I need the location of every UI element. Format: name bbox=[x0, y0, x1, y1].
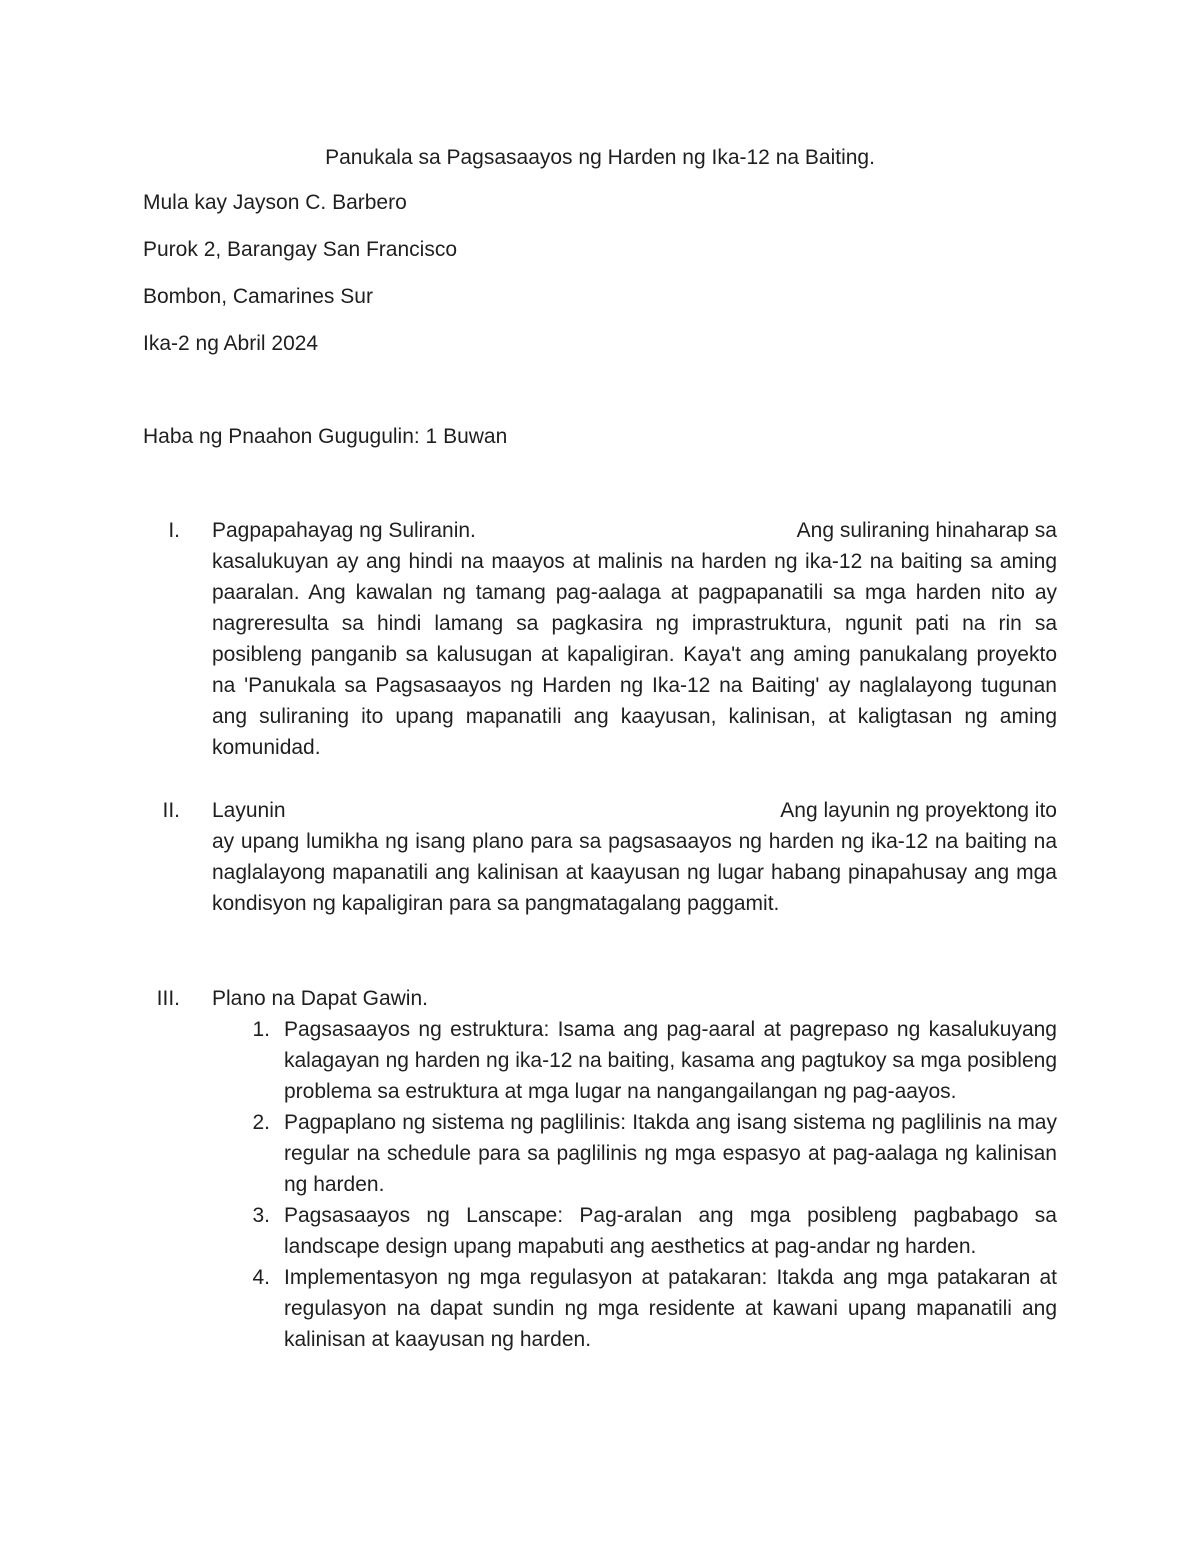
duration-line: Haba ng Pnaahon Gugugulin: 1 Buwan bbox=[143, 425, 508, 448]
section-heading: Pagpapahayag ng Suliranin. bbox=[212, 519, 476, 542]
section-heading: Layunin bbox=[212, 799, 286, 822]
list-item-number: 1. bbox=[252, 1018, 270, 1041]
plan-list bbox=[212, 1014, 1057, 1355]
list-item bbox=[212, 1262, 1057, 1355]
list-item-text: Pagsasaayos ng estruktura: Isama ang pag-aaral at pagrepaso ng kasalukuyang kalagayan ng harden ng ika-12 na baiting, kasama ang pagtukoy sa mga posibleng problema sa estruktura at mga lugar na nangangailangan ng pag-aayos. bbox=[284, 1018, 1057, 1103]
section-paragraph: kasalukuyan ay ang hindi na maayos at malinis na harden ng ika-12 na baiting sa aming paaralan. Ang kawalan ng tamang pag-aalaga at pagpapanatili sa mga harden nito ay nagreresulta sa hindi lamang sa pagkasira ng imprastruktura, ngunit pati na rin sa posibleng panganib sa kalusugan at kapaligiran. Kaya't ang aming panukalang proyekto na 'Panukala sa Pagsasaayos ng Harden ng Ika-12 na Baiting' ay naglalayong tugunan ang suliraning ito upang mapanatili ang kaayusan, kalinisan, at kaligtasan ng aming komunidad. bbox=[212, 550, 1057, 759]
address-line-2: Bombon, Camarines Sur bbox=[143, 285, 373, 308]
section-number: I. bbox=[168, 519, 180, 542]
section-heading: Plano na Dapat Gawin. bbox=[212, 987, 428, 1010]
date-line: Ika-2 ng Abril 2024 bbox=[143, 332, 319, 355]
list-item-text: Implementasyon ng mga regulasyon at patakaran: Itakda ang mga patakaran at regulasyon na dapat sundin ng mga residente at kawani upang mapanatili ang kalinisan at kaayusan ng harden. bbox=[284, 1266, 1057, 1351]
list-item bbox=[212, 1200, 1057, 1262]
section-first-line bbox=[212, 795, 1057, 826]
section-body bbox=[212, 795, 1057, 919]
section-first-line bbox=[212, 515, 1057, 546]
section-lead: Ang layunin ng proyektong ito bbox=[780, 799, 1057, 822]
document-title: Panukala sa Pagsasaayos ng Harden ng Ika-12 na Baiting. bbox=[325, 146, 875, 169]
address-line-1: Purok 2, Barangay San Francisco bbox=[143, 238, 457, 261]
list-item-number: 2. bbox=[252, 1111, 270, 1134]
sender-line: Mula kay Jayson C. Barbero bbox=[143, 191, 407, 214]
list-item-number: 3. bbox=[252, 1204, 270, 1227]
list-item-text: Pagsasaayos ng Lanscape: Pag-aralan ang mga posibleng pagbabago sa landscape design upang mapabuti ang aesthetics at pag-andar ng harden. bbox=[284, 1204, 1057, 1258]
section-number: II. bbox=[162, 799, 180, 822]
list-item bbox=[212, 1107, 1057, 1200]
section-body bbox=[212, 983, 1057, 1355]
list-item-number: 4. bbox=[252, 1266, 270, 1289]
section-lead: Ang suliraning hinaharap sa bbox=[796, 519, 1057, 542]
list-item bbox=[212, 1014, 1057, 1107]
section-body bbox=[212, 515, 1057, 763]
section-number: III. bbox=[156, 987, 180, 1010]
list-item-text: Pagpaplano ng sistema ng paglilinis: Itakda ang isang sistema ng paglilinis na may regular na schedule para sa paglilinis ng mga espasyo at pag-aalaga ng kalinisan ng harden. bbox=[284, 1111, 1057, 1196]
section-paragraph: ay upang lumikha ng isang plano para sa pagsasaayos ng harden ng ika-12 na baiting na naglalayong mapanatili ang kalinisan at kaayusan ng lugar habang pinapahusay ang mga kondisyon ng kapaligiran para sa pangmatagalang paggamit. bbox=[212, 830, 1057, 915]
